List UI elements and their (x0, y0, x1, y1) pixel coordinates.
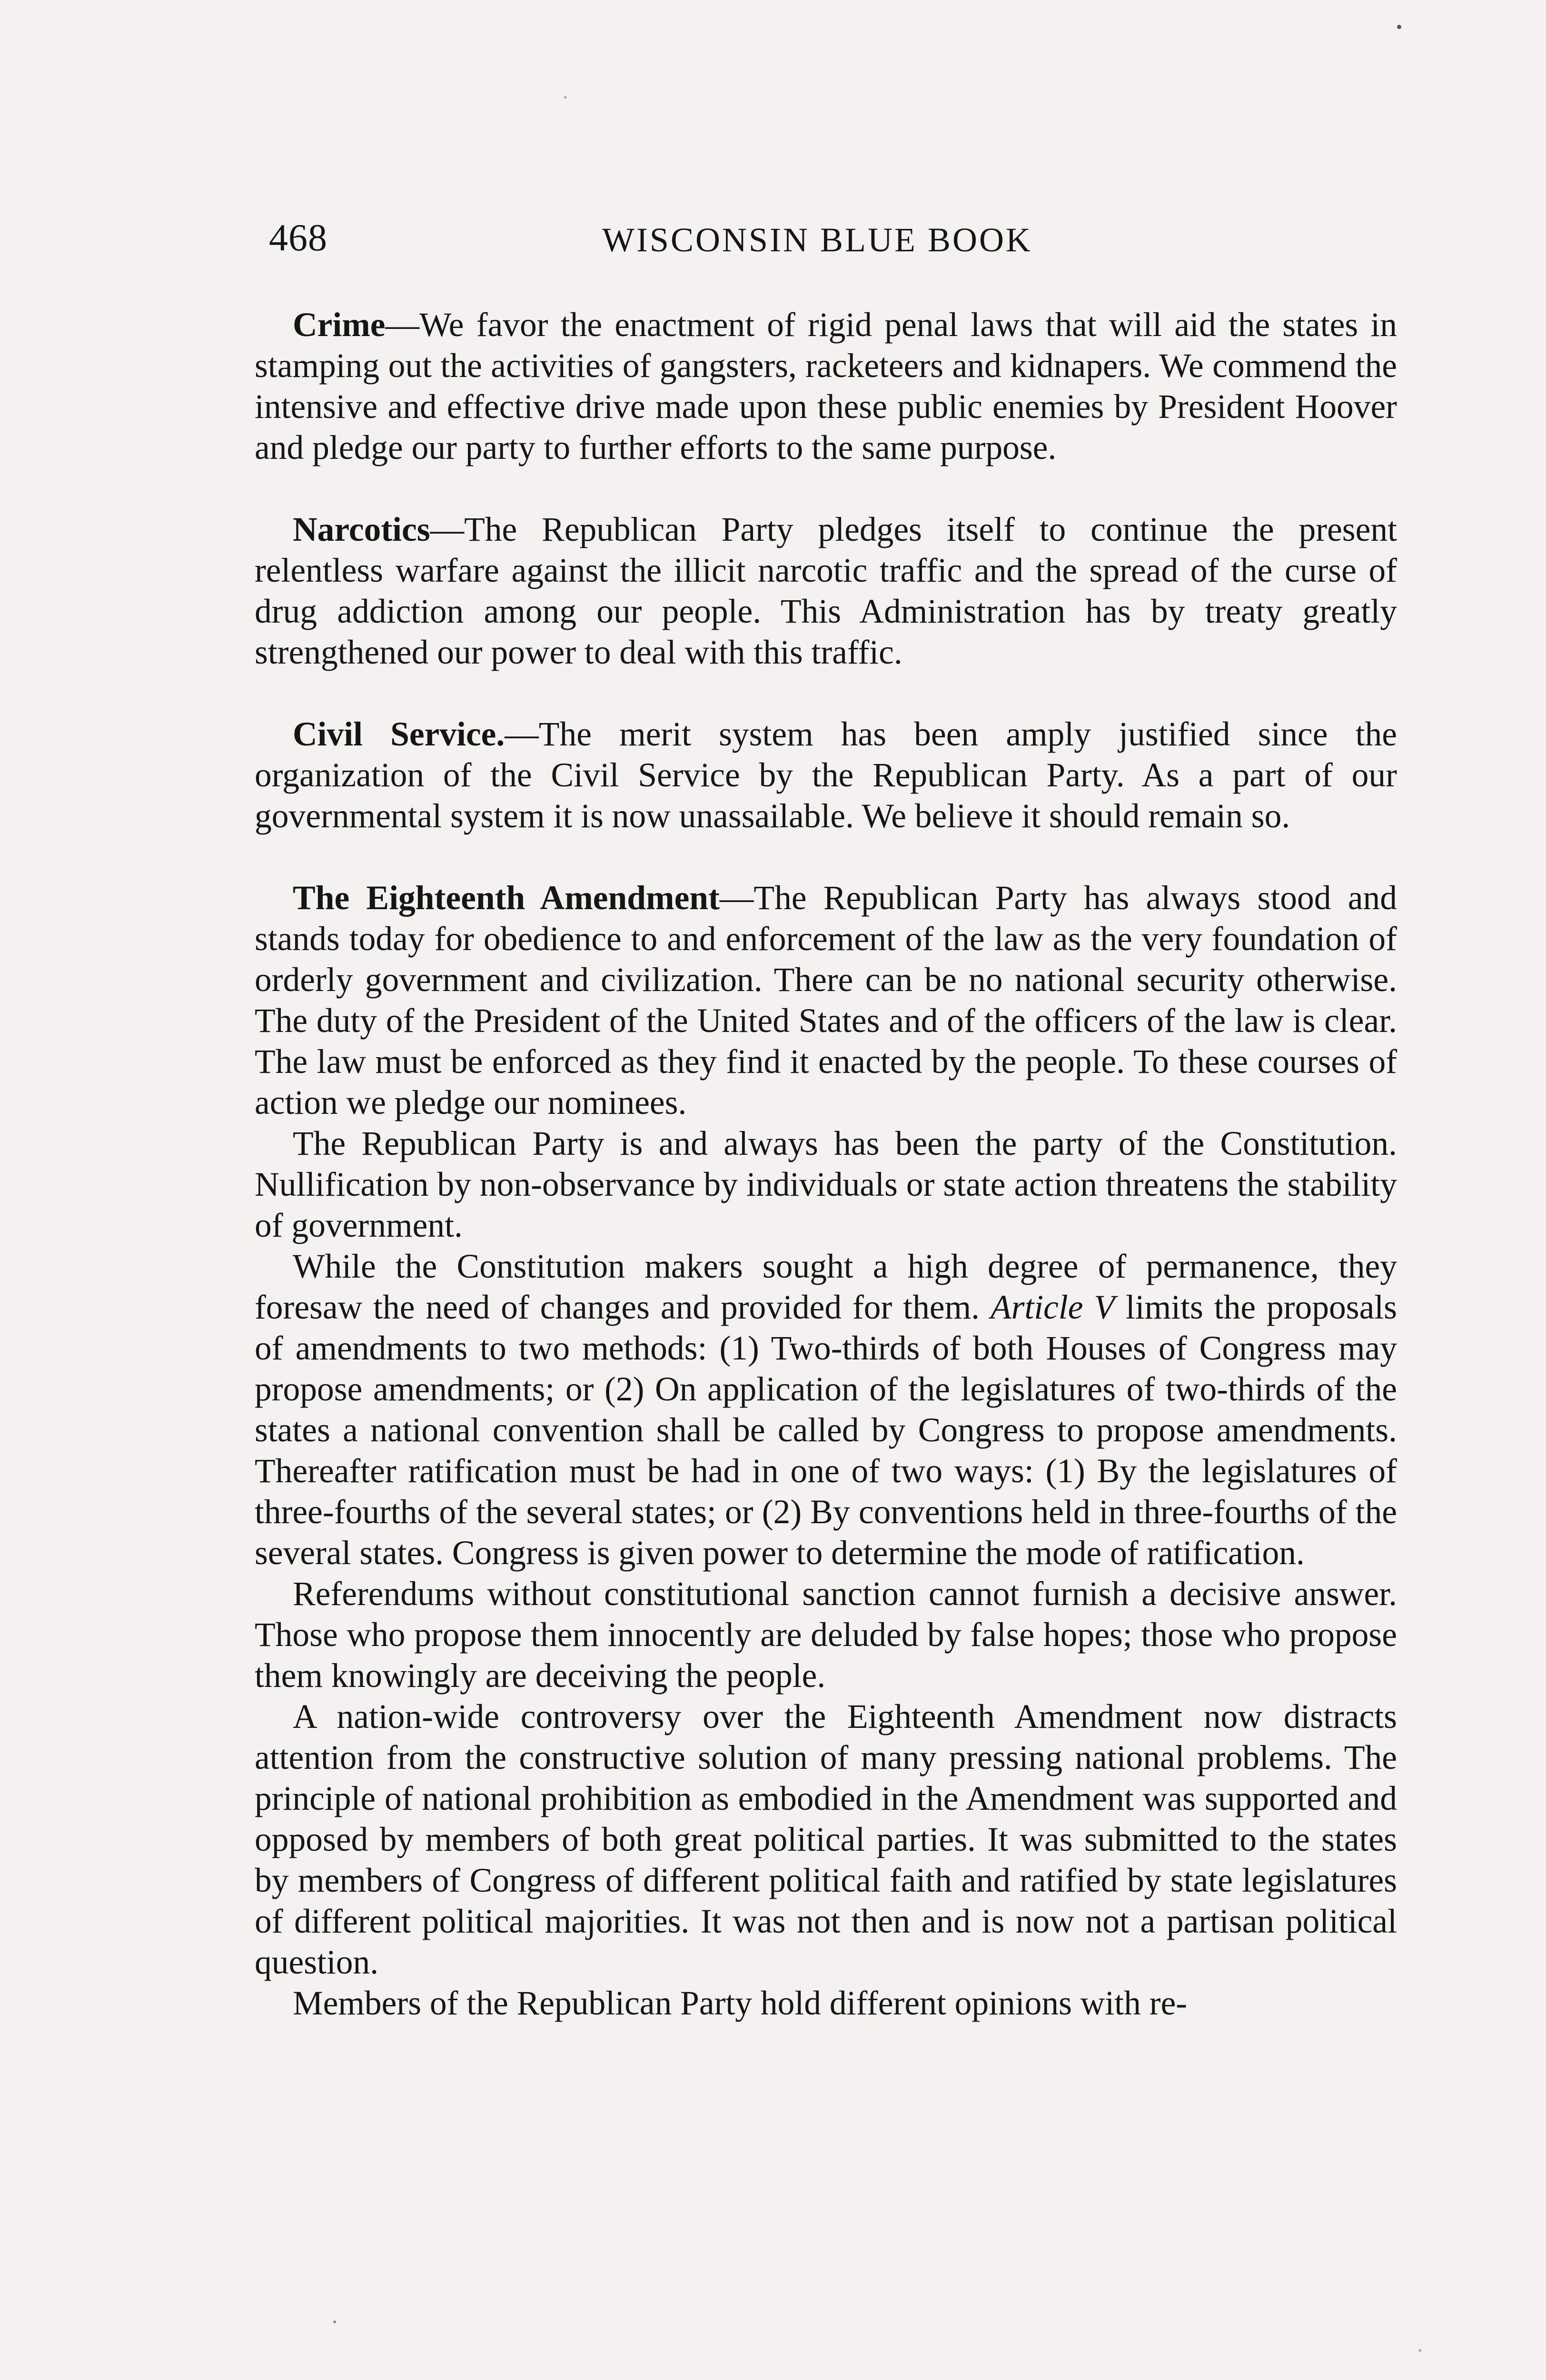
paragraph-text: While the Constitution makers sought a high degree of permanence, they foresaw the need of changes and provided for them. (255, 1248, 1397, 1326)
paper-speck (1397, 25, 1401, 29)
article-reference: Article V (990, 1289, 1115, 1326)
paper-speck (333, 2320, 336, 2323)
paper-speck (1418, 2349, 1421, 2352)
paragraph (255, 305, 1397, 468)
paragraph-text: —The Republican Party pledges itself to continue the present relentless warfare against the illicit narcotic traffic and the spread of the curse of drug addiction among our people. This Administration has by treaty greatly strengthened our power to deal with this traffic. (255, 511, 1397, 671)
page-number: 468 (269, 217, 327, 259)
paragraph-text: limits the proposals of amendments to two methods: (1) Two-thirds of both Houses of Congress may propose amendments; or (2) On application of the legislatures of two-thirds of the states a national convention shall be called by Congress to propose amendments. Thereafter ratification must be had in one of two ways: (1) By the legislatures of three-fourths of the several states; or (2) By conventions held in three-fourths of the several states. Congress is given power to determine the mode of ratification. (255, 1289, 1397, 1572)
paragraph (255, 1246, 1397, 1574)
paragraph: Referendums without constitutional sanction cannot furnish a decisive answer. Those who propose them innocently are deluded by false hopes; those who propose them knowingly are deceiving the people. (255, 1575, 1397, 1695)
body-text (255, 305, 1397, 2065)
section-crime (255, 305, 1397, 468)
paper-speck (564, 96, 566, 99)
paragraph-text: —We favor the enactment of rigid penal laws that will aid the states in stamping out the activities of gangsters, racketeers and kidnapers. We commend the intensive and effective drive made upon these public enemies by President Hoover and pledge our party to further efforts to the same purpose. (255, 306, 1397, 466)
paragraph (255, 878, 1397, 1123)
paragraph: The Republican Party is and always has been the party of the Constitution. Nullification by non-observance by individuals or state action threatens the stability of government. (255, 1125, 1397, 1244)
paragraph: Members of the Republican Party hold different opinions with re- (293, 1984, 1188, 2022)
paragraph-text: —The Republican Party has always stood and stands today for obedience to and enforcement of the law as the very foundation of orderly government and civilization. There can be no national security otherwise. The duty of the President of the United States and of the officers of the law is clear. The law must be enforced as they find it enacted by the people. To these courses of action we pledge our nominees. (255, 879, 1397, 1121)
paragraph-text: —The merit system has been amply justified since the organization of the Civil Service by the Republican Party. As a part of our governmental system it is now unassailable. We believe it should remain so. (255, 715, 1397, 835)
section-eighteenth-amendment (255, 878, 1397, 2024)
paragraph: A nation-wide controversy over the Eighteenth Amendment now distracts attention from the constructive solution of many pressing national problems. The principle of national prohibition as embodied in the Amendment was supported and opposed by members of both great political parties. It was submitted to the states by members of Congress of different political faith and ratified by state legislatures of different political majorities. It was not then and is now not a partisan political question. (255, 1698, 1397, 1981)
section-heading-narcotics: Narcotics (293, 511, 430, 548)
section-heading-eighteenth-amendment: The Eighteenth Amendment (293, 879, 720, 917)
paragraph (255, 714, 1397, 837)
running-title: WISCONSIN BLUE BOOK (602, 221, 1032, 259)
section-narcotics (255, 509, 1397, 673)
section-heading-crime: Crime (293, 306, 386, 344)
paragraph (255, 509, 1397, 673)
page-header (269, 217, 1404, 269)
section-heading-civil-service: Civil Service. (293, 715, 505, 753)
section-civil-service (255, 714, 1397, 837)
